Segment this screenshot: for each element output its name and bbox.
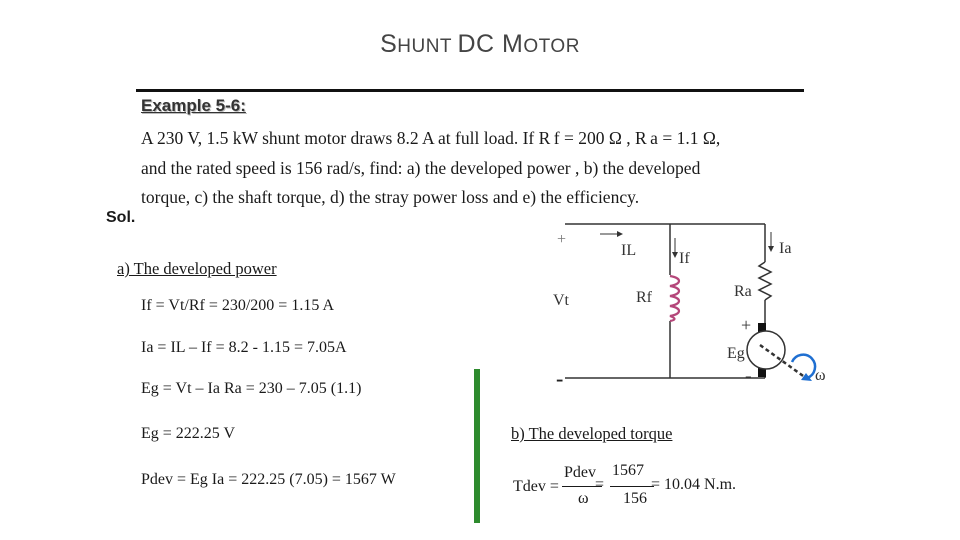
ia-arrow: [768, 246, 774, 252]
torque-result: = 10.04 N.m.: [651, 476, 737, 493]
part-a-heading: a) The developed power: [117, 259, 277, 278]
label-if: If: [679, 250, 690, 267]
torque-numerator-1: Pdev: [564, 464, 596, 481]
torque-denominator-2: 156: [623, 490, 647, 507]
torque-denominator-1: ω: [578, 490, 589, 507]
equation-pdev: [141, 471, 396, 489]
label-ra: Ra: [734, 283, 752, 300]
equation-text: Eg = Vt – Ia Ra = 230 – 7.05 (1.1): [141, 380, 362, 397]
label-il: IL: [621, 242, 637, 259]
torque-equals: =: [595, 476, 605, 493]
problem-line-3: torque, c) the shaft torque, d) the stray power loss and e) the efficiency.: [141, 187, 640, 207]
equation-ia: [141, 339, 347, 357]
equation-if: [141, 297, 334, 315]
problem-line-1: A 230 V, 1.5 kW shunt motor draws 8.2 A at full load. If R f = 200 Ω , R a = 1.1 Ω,: [141, 128, 721, 148]
fraction-bar-2: [610, 486, 654, 487]
example-label: Example 5-6:: [141, 96, 246, 115]
problem-line-2: and the rated speed is 156 rad/s, find: a) the developed power , b) the developed: [141, 158, 701, 178]
label-ia: Ia: [779, 240, 792, 257]
il-arrow: [617, 231, 623, 237]
shunt-motor-circuit: [520, 215, 840, 390]
slide-title: SHUNT DC MOTOR: [380, 30, 580, 58]
armature-plus: +: [741, 315, 752, 335]
part-b-heading: b) The developed torque: [511, 424, 673, 443]
equation-eg-expr: [141, 380, 361, 398]
label-rf: Rf: [636, 289, 652, 306]
equation-eg-value: [141, 425, 235, 443]
solution-label: Sol.: [106, 209, 136, 226]
equation-text: If = Vt/Rf = 230/200 = 1.15 A: [141, 297, 334, 314]
armature-minus: -: [745, 365, 752, 387]
torque-lhs: Tdev =: [513, 478, 559, 495]
label-eg: Eg: [727, 345, 745, 362]
rotation-arrow: [792, 355, 815, 378]
title-divider: [136, 89, 804, 92]
plus-terminal: +: [557, 231, 567, 248]
label-vt: Vt: [553, 292, 569, 309]
if-arrow: [672, 252, 678, 258]
torque-numerator-2: 1567: [612, 462, 644, 479]
label-omega: ω: [815, 367, 826, 384]
minus-terminal: -: [556, 366, 564, 390]
field-coil: [670, 276, 679, 321]
accent-bar: [474, 369, 480, 523]
equation-text: Eg = 222.25 V: [141, 425, 236, 442]
equation-text: Pdev = Eg Ia = 222.25 (7.05) = 1567 W: [141, 471, 396, 488]
equation-text: Ia = IL – If = 8.2 - 1.15 = 7.05A: [141, 339, 347, 356]
